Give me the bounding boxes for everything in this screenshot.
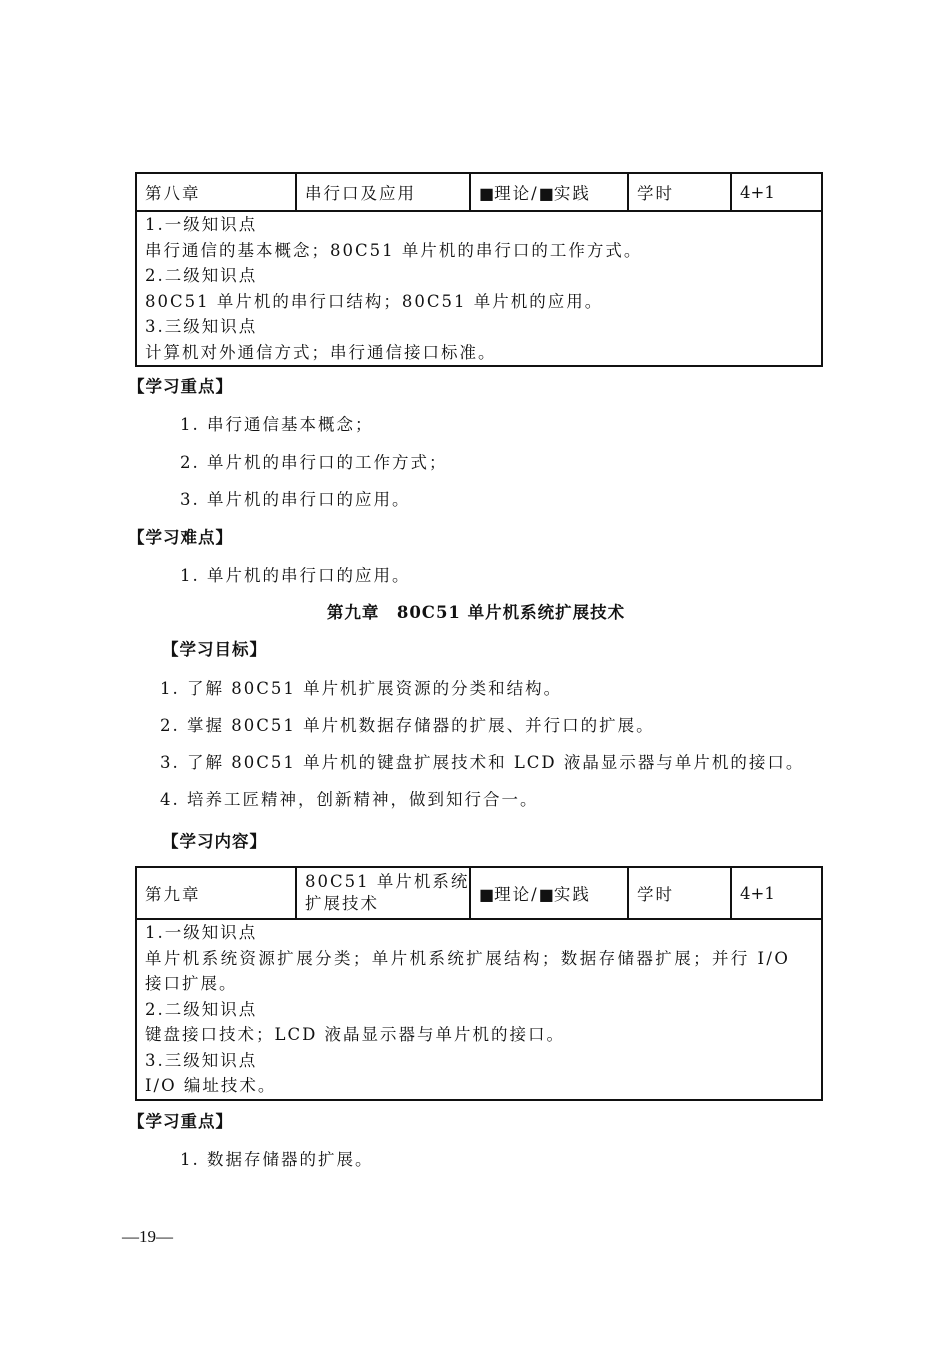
ch9-content-heading: 【学习内容】 (162, 832, 267, 851)
content-line: 键盘接口技术；LCD 液晶显示器与单片机的接口。 (145, 1025, 566, 1044)
content-line: 80C51 单片机的串行口结构；80C51 单片机的应用。 (145, 291, 604, 311)
chapter8-cell: 第八章 (136, 173, 296, 211)
content-line: 3.三级知识点 (145, 1050, 258, 1070)
content-line: 2.二级知识点 (145, 266, 258, 285)
ch8-focus-item: 2. 单片机的串行口的工作方式； (180, 453, 448, 472)
content-line: I/O 编址技术。 (145, 1076, 277, 1095)
ch8-difficulty-heading: 【学习难点】 (128, 528, 233, 547)
content-line: 1.一级知识点 (145, 923, 258, 942)
type-theory: 理论 (494, 184, 532, 203)
chapter9-content-cell (136, 919, 822, 1100)
type-practice: 实践 (553, 885, 591, 904)
content-line: 2.二级知识点 (145, 999, 258, 1019)
ch9-objective-item: 1. 了解 80C51 单片机扩展资源的分类和结构。 (160, 679, 563, 698)
content-line: 单片机系统资源扩展分类；单片机系统扩展结构；数据存储器扩展；并行 I/O (145, 948, 791, 968)
content-line: 串行通信的基本概念；80C51 单片机的串行口的工作方式。 (145, 240, 643, 260)
chapter9-title-line: 扩展技术 (305, 894, 379, 913)
chapter9-hours-value: 4+1 (731, 867, 822, 919)
content-line: 1.一级知识点 (145, 215, 258, 234)
type-theory: 理论 (494, 885, 532, 904)
ch9-objective-item: 2. 掌握 80C51 单片机数据存储器的扩展、并行口的扩展。 (160, 716, 655, 735)
type-practice: 实践 (553, 184, 591, 203)
ch8-focus-item: 3. 单片机的串行口的应用。 (180, 490, 411, 509)
checkbox-filled-icon: ■ (538, 184, 554, 203)
chapter8-content-cell (136, 211, 822, 366)
content-line: 3.三级知识点 (145, 317, 258, 336)
chapter8-hours-value: 4+1 (731, 173, 822, 211)
ch9-focus-heading: 【学习重点】 (128, 1112, 233, 1131)
chapter9-title-cell (296, 867, 470, 919)
chapter8-title-cell: 串行口及应用 (296, 173, 470, 211)
ch8-focus-heading: 【学习重点】 (128, 377, 233, 396)
ch9-focus-item: 1. 数据存储器的扩展。 (180, 1150, 374, 1169)
checkbox-filled-icon: ■ (479, 885, 495, 904)
content-line: 计算机对外通信方式；串行通信接口标准。 (145, 342, 497, 362)
chapter8-hours-label: 学时 (628, 173, 731, 211)
chapter9-table (135, 866, 823, 1101)
ch9-objectives-heading: 【学习目标】 (162, 640, 267, 659)
chapter9-type-cell: ■理论/■实践 (470, 867, 628, 919)
chapter8-table (135, 172, 823, 367)
ch9-objective-item: 4. 培养工匠精神，创新精神，做到知行合一。 (160, 790, 539, 809)
chapter9-title-line: 80C51 单片机系统 (305, 872, 470, 891)
chapter9-hours-label: 学时 (628, 867, 731, 919)
ch8-focus-item: 1. 串行通信基本概念； (180, 415, 374, 434)
chapter8-type-cell: ■理论/■实践 (470, 173, 628, 211)
chapter9-title: 第九章 80C51 单片机系统扩展技术 (326, 603, 626, 622)
content-line: 接口扩展。 (145, 974, 238, 993)
ch8-difficulty-item: 1. 单片机的串行口的应用。 (180, 566, 411, 585)
checkbox-filled-icon: ■ (479, 184, 495, 203)
page-number: —19— (122, 1227, 173, 1246)
chapter9-cell: 第九章 (136, 867, 296, 919)
checkbox-filled-icon: ■ (538, 885, 554, 904)
ch9-objective-item: 3. 了解 80C51 单片机的键盘扩展技术和 LCD 液晶显示器与单片机的接口。 (160, 753, 805, 772)
